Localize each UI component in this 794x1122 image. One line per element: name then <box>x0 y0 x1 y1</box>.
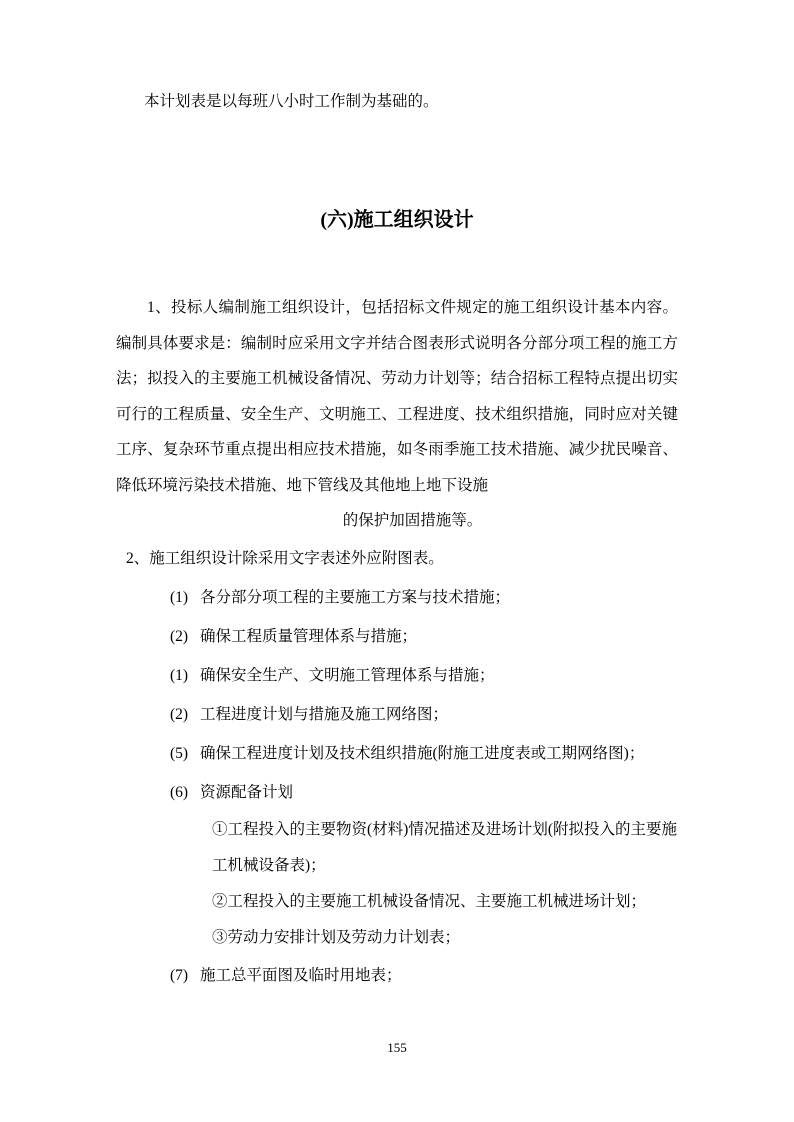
paragraph-1-tail: 的保护加固措施等。 <box>342 512 483 529</box>
numbered-list-continued <box>116 956 678 995</box>
list-item <box>116 617 678 656</box>
list-item-text: 施工总平面图及临时用地表； <box>200 966 402 984</box>
list-item-number: (6) <box>170 783 189 801</box>
page-number: 155 <box>387 1040 407 1055</box>
sub-list-item: ③劳动力安排计划及劳动力计划表； <box>212 928 461 946</box>
list-item-text: 确保工程质量管理体系与措施； <box>200 627 418 645</box>
list-item <box>116 656 678 695</box>
list-item-number: (1) <box>170 588 189 606</box>
list-item-number: (2) <box>170 705 189 723</box>
list-item-number: (5) <box>170 744 189 762</box>
list-item <box>116 956 678 995</box>
list-item <box>116 695 678 734</box>
page-content <box>116 84 678 995</box>
list-item-number: (1) <box>170 666 189 684</box>
sub-list-item: ②工程投入的主要施工机械设备情况、主要施工机械进场计划； <box>212 892 647 910</box>
list-item-text: 确保工程进度计划及技术组织措施(附施工进度表或工期网络图)； <box>200 744 645 762</box>
numbered-list <box>116 578 678 812</box>
intro-paragraph: 本计划表是以每班八小时工作制为基础的。 <box>144 93 439 110</box>
list-item <box>116 773 678 812</box>
paragraph-1: 1、投标人编制施工组织设计，包括招标文件规定的施工组织设计基本内容。编制具体要求是：编制时应采用文字并结合图表形式说明各分部分项工程的施工方法；拟投入的主要施工机械设备情况、劳动力计划等；结合招标工程特点提出切实可行的工程质量、安全生产、文明施工、工程进度、技术组织措施，同时应对关键工序、复杂环节重点提出相应技术措施，如冬雨季施工技术措施、减少扰民噪音、降低环境污染技术措施、地下管线及其他地上地下设施 <box>116 299 678 494</box>
list-item-text: 工程进度计划与措施及施工网络图； <box>200 705 449 723</box>
list-item-text: 各分部分项工程的主要施工方案与技术措施； <box>200 588 511 606</box>
list-item-text: 资源配备计划 <box>200 783 294 801</box>
section-heading: (六)施工组织设计 <box>320 209 474 231</box>
list-item-text: 确保安全生产、文明施工管理体系与措施； <box>200 666 495 684</box>
list-item <box>116 578 678 617</box>
sub-list-item: ①工程投入的主要物资(材料)情况描述及进场计划(附拟投入的主要施工机械设备表)； <box>212 820 677 874</box>
list-item-number: (7) <box>170 966 189 984</box>
list-item-number: (2) <box>170 627 189 645</box>
list-item <box>116 734 678 773</box>
section-heading-wrap <box>116 204 678 236</box>
paragraph-2: 2、施工组织设计除采用文字表述外应附图表。 <box>126 549 444 567</box>
